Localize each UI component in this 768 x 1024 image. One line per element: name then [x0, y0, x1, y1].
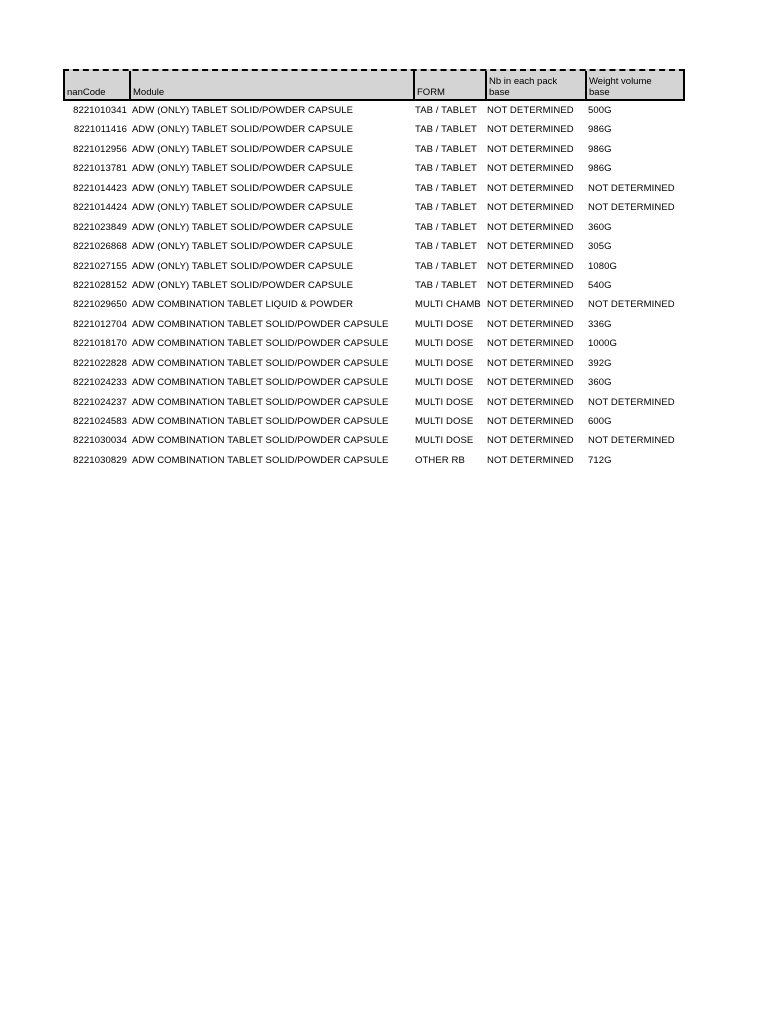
cell-weight-volume[interactable]: 360G	[588, 377, 612, 389]
column-header-ean-code[interactable]	[65, 71, 131, 99]
column-header-nb-in-pack-label: Nb in each pack base	[489, 76, 558, 98]
cell-weight-volume[interactable]: 540G	[588, 279, 612, 291]
cell-weight-volume[interactable]: 986G	[588, 124, 612, 136]
cell-form[interactable]: MULTI DOSE	[415, 396, 474, 408]
cell-form[interactable]: TAB / TABLET	[415, 105, 477, 116]
cell-weight-volume[interactable]: 986G	[588, 143, 612, 155]
cell-weight-volume[interactable]: 392G	[588, 357, 612, 369]
cell-form[interactable]: TAB / TABLET	[415, 241, 477, 253]
cell-weight-volume[interactable]: 1000G	[588, 338, 618, 350]
cell-nb-in-pack[interactable]: NOT DETERMINED	[487, 163, 574, 175]
cell-nb-in-pack[interactable]: NOT DETERMINED	[487, 182, 574, 194]
cell-form[interactable]: TAB / TABLET	[415, 202, 477, 214]
cell-form[interactable]: OTHER RB	[415, 454, 465, 466]
cell-form[interactable]: TAB / TABLET	[415, 221, 477, 233]
spreadsheet-table	[63, 69, 685, 470]
cell-ean-code[interactable]: 8221024233	[73, 377, 127, 389]
table-row[interactable]	[63, 140, 685, 159]
cell-nb-in-pack[interactable]: NOT DETERMINED	[487, 241, 574, 253]
table-body	[63, 101, 685, 470]
table-row[interactable]	[63, 373, 685, 392]
cell-form[interactable]: MULTI DOSE	[415, 318, 474, 330]
cell-form[interactable]: TAB / TABLET	[415, 124, 477, 136]
cell-nb-in-pack[interactable]: NOT DETERMINED	[487, 202, 574, 214]
cell-ean-code[interactable]: 8221012704	[73, 318, 127, 330]
cell-module[interactable]: ADW (ONLY) TABLET SOLID/POWDER CAPSULE	[132, 143, 354, 155]
cell-weight-volume[interactable]: NOT DETERMINED	[588, 299, 675, 311]
cell-nb-in-pack[interactable]: NOT DETERMINED	[487, 124, 574, 136]
cell-nb-in-pack[interactable]: NOT DETERMINED	[487, 318, 574, 330]
cell-form[interactable]: MULTI CHAMB	[415, 299, 481, 311]
column-header-form-label: FORM	[417, 87, 445, 98]
table-row[interactable]	[63, 257, 685, 276]
cell-nb-in-pack[interactable]: NOT DETERMINED	[487, 299, 574, 311]
cell-nb-in-pack[interactable]: NOT DETERMINED	[487, 435, 574, 447]
cell-weight-volume[interactable]: 500G	[588, 105, 612, 116]
cell-module[interactable]: ADW (ONLY) TABLET SOLID/POWDER CAPSULE	[132, 182, 354, 194]
cell-ean-code[interactable]: 8221010341	[73, 105, 127, 116]
cell-module[interactable]: ADW COMBINATION TABLET SOLID/POWDER CAPSULE	[132, 454, 389, 466]
cell-ean-code[interactable]: 8221013781	[73, 163, 127, 175]
cell-module[interactable]: ADW (ONLY) TABLET SOLID/POWDER CAPSULE	[132, 221, 354, 233]
cell-ean-code[interactable]: 8221011416	[73, 124, 127, 136]
cell-module[interactable]: ADW (ONLY) TABLET SOLID/POWDER CAPSULE	[132, 202, 354, 214]
cell-ean-code[interactable]: 8221018170	[73, 338, 127, 350]
cell-module[interactable]: ADW COMBINATION TABLET SOLID/POWDER CAPSULE	[132, 357, 389, 369]
cell-weight-volume[interactable]: 336G	[588, 318, 612, 330]
cell-ean-code[interactable]: 8221028152	[73, 279, 127, 291]
column-header-nb-in-pack[interactable]	[487, 71, 587, 99]
cell-form[interactable]: MULTI DOSE	[415, 377, 474, 389]
cell-weight-volume[interactable]: 712G	[588, 454, 612, 466]
column-header-module[interactable]	[131, 71, 415, 99]
cell-ean-code[interactable]: 8221024237	[73, 396, 127, 408]
cell-form[interactable]: TAB / TABLET	[415, 279, 477, 291]
table-row[interactable]	[63, 120, 685, 139]
table-row[interactable]	[63, 412, 685, 431]
table-row[interactable]	[63, 315, 685, 334]
table-row[interactable]	[63, 101, 685, 120]
table-row[interactable]	[63, 218, 685, 237]
cell-nb-in-pack[interactable]: NOT DETERMINED	[487, 416, 574, 427]
cell-nb-in-pack[interactable]: NOT DETERMINED	[487, 105, 574, 116]
cell-ean-code[interactable]: 8221024583	[73, 416, 127, 427]
cell-ean-code[interactable]: 8221026868	[73, 241, 127, 253]
cell-form[interactable]: MULTI DOSE	[415, 416, 474, 427]
cell-weight-volume[interactable]: NOT DETERMINED	[588, 396, 675, 408]
cell-module[interactable]: ADW (ONLY) TABLET SOLID/POWDER CAPSULE	[132, 241, 354, 253]
cell-weight-volume[interactable]: NOT DETERMINED	[588, 182, 675, 194]
cell-form[interactable]: TAB / TABLET	[415, 163, 477, 175]
cell-module[interactable]: ADW COMBINATION TABLET SOLID/POWDER CAPSULE	[132, 416, 389, 427]
cell-form[interactable]: MULTI DOSE	[415, 357, 474, 369]
cell-ean-code[interactable]: 8221027155	[73, 260, 127, 272]
table-row[interactable]	[63, 431, 685, 450]
cell-ean-code[interactable]: 8221030034	[73, 435, 127, 447]
cell-weight-volume[interactable]: 600G	[588, 416, 612, 427]
cell-nb-in-pack[interactable]: NOT DETERMINED	[487, 260, 574, 272]
table-row[interactable]	[63, 179, 685, 198]
cell-nb-in-pack[interactable]: NOT DETERMINED	[487, 377, 574, 389]
cell-ean-code[interactable]: 8221014424	[73, 202, 127, 214]
table-row[interactable]	[63, 334, 685, 353]
cell-nb-in-pack[interactable]: NOT DETERMINED	[487, 143, 574, 155]
cell-module[interactable]: ADW COMBINATION TABLET SOLID/POWDER CAPSULE	[132, 338, 389, 350]
cell-weight-volume[interactable]: 305G	[588, 241, 612, 253]
cell-form[interactable]: MULTI DOSE	[415, 435, 474, 447]
cell-ean-code[interactable]: 8221023849	[73, 221, 127, 233]
cell-ean-code[interactable]: 8221030829	[73, 454, 127, 466]
table-row[interactable]	[63, 159, 685, 178]
column-header-weight-volume-label: Weight volume base	[589, 76, 652, 98]
cell-weight-volume[interactable]: 1080G	[588, 260, 618, 272]
cell-nb-in-pack[interactable]: NOT DETERMINED	[487, 279, 574, 291]
cell-nb-in-pack[interactable]: NOT DETERMINED	[487, 221, 574, 233]
column-header-module-label: Module	[133, 87, 165, 98]
cell-module[interactable]: ADW COMBINATION TABLET SOLID/POWDER CAPSULE	[132, 377, 389, 389]
cell-module[interactable]: ADW (ONLY) TABLET SOLID/POWDER CAPSULE	[132, 163, 354, 175]
cell-module[interactable]: ADW (ONLY) TABLET SOLID/POWDER CAPSULE	[132, 105, 354, 116]
cell-module[interactable]: ADW (ONLY) TABLET SOLID/POWDER CAPSULE	[132, 279, 354, 291]
table-row[interactable]	[63, 451, 685, 470]
cell-module[interactable]: ADW COMBINATION TABLET SOLID/POWDER CAPSULE	[132, 318, 389, 330]
cell-weight-volume[interactable]: 986G	[588, 163, 612, 175]
cell-ean-code[interactable]: 8221029650	[73, 299, 127, 311]
cell-ean-code[interactable]: 8221012956	[73, 143, 127, 155]
table-header	[63, 69, 685, 101]
table-row[interactable]	[63, 295, 685, 314]
cell-nb-in-pack[interactable]: NOT DETERMINED	[487, 454, 574, 466]
cell-form[interactable]: TAB / TABLET	[415, 260, 477, 272]
cell-ean-code[interactable]: 8221014423	[73, 182, 127, 194]
table-row[interactable]	[63, 237, 685, 256]
cell-nb-in-pack[interactable]: NOT DETERMINED	[487, 396, 574, 408]
cell-nb-in-pack[interactable]: NOT DETERMINED	[487, 338, 574, 350]
cell-module[interactable]: ADW (ONLY) TABLET SOLID/POWDER CAPSULE	[132, 260, 354, 272]
cell-weight-volume[interactable]: 360G	[588, 221, 612, 233]
column-header-form[interactable]	[415, 71, 487, 99]
cell-module[interactable]: ADW COMBINATION TABLET SOLID/POWDER CAPSULE	[132, 435, 389, 447]
table-row[interactable]	[63, 276, 685, 295]
cell-form[interactable]: MULTI DOSE	[415, 338, 474, 350]
cell-module[interactable]: ADW COMBINATION TABLET SOLID/POWDER CAPSULE	[132, 396, 389, 408]
cell-weight-volume[interactable]: NOT DETERMINED	[588, 202, 675, 214]
table-row[interactable]	[63, 354, 685, 373]
table-row[interactable]	[63, 198, 685, 217]
cell-module[interactable]: ADW COMBINATION TABLET LIQUID & POWDER	[132, 299, 354, 311]
cell-ean-code[interactable]: 8221022828	[73, 357, 127, 369]
cell-nb-in-pack[interactable]: NOT DETERMINED	[487, 357, 574, 369]
cell-form[interactable]: TAB / TABLET	[415, 143, 477, 155]
table-row[interactable]	[63, 393, 685, 412]
column-header-ean-code-label: nanCode	[67, 87, 106, 98]
cell-weight-volume[interactable]: NOT DETERMINED	[588, 435, 675, 447]
cell-form[interactable]: TAB / TABLET	[415, 182, 477, 194]
cell-module[interactable]: ADW (ONLY) TABLET SOLID/POWDER CAPSULE	[132, 124, 354, 136]
column-header-weight-volume[interactable]	[587, 71, 683, 99]
